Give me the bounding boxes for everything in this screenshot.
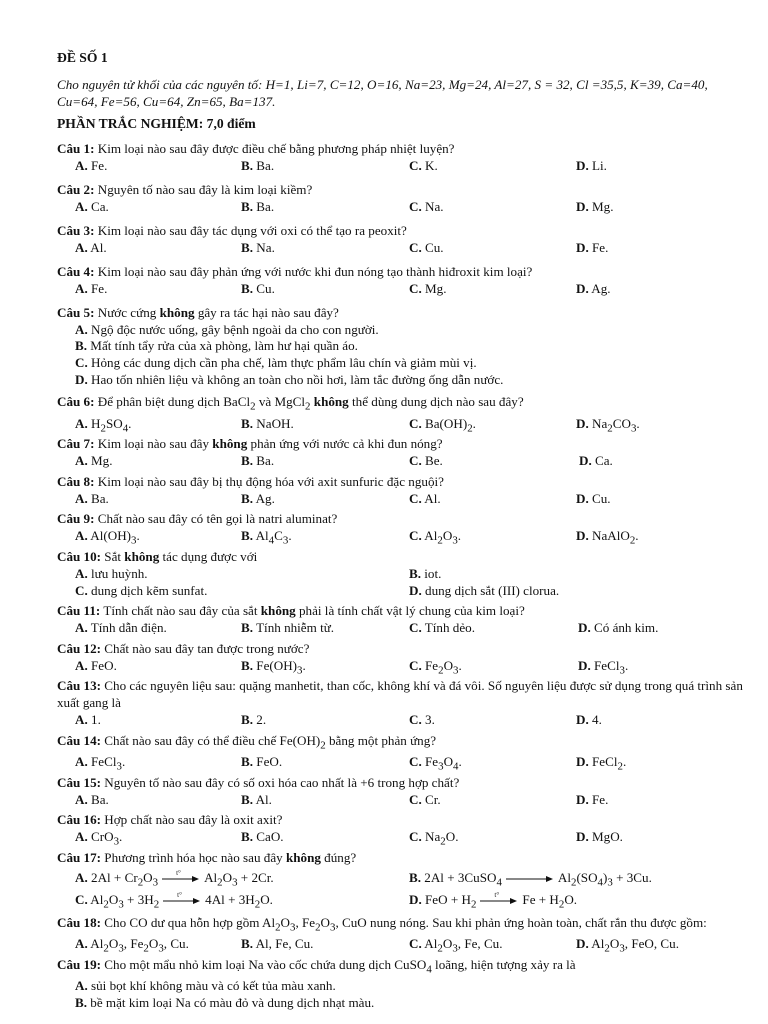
question-number: Câu 9: <box>57 511 95 527</box>
option-b: B. $Fe(OH)_3$. <box>241 657 306 677</box>
question-15: Câu 15: Nguyên tố nào sau đây có số oxi hóa cao nhất là +6 trong hợp chất? A. Ba. B. Al. C. Cr. D. Fe. <box>57 774 609 807</box>
question-number: Câu 2: <box>57 181 95 197</box>
question-number: Câu 16: <box>57 812 102 828</box>
option-a: A. $Al(OH)_3$. <box>75 528 140 547</box>
question-11: Câu 11: Tính chất nào sau đây của sắt không phải là tính chất vật lý chung của kim loại? A. Tính dẫn điện. B. Tính nhiễm từ. C. Tính dẻo. D. Có ánh kim. <box>57 603 659 636</box>
question-1 <box>57 141 747 175</box>
option-b: B. Na. <box>241 239 275 255</box>
question-16: Câu 16: Hợp chất nào sau đây là oxit axit? A. CrO$_3$. B. CaO. C. $Na_2O$. D. MgO. <box>57 812 747 846</box>
question-14: Câu 14: Chất nào sau đây có thể điều chế $Fe(OH)_2$ bằng một phản ứng? A. FeCl$_3$. B. FeO. C. $Fe_3O_4$. D. FeCl$_2$. <box>57 733 747 772</box>
question-7: Câu 7: Kim loại nào sau đây không phản ứng với nước cả khi đun nóng? A. Mg. B. Ba. C. Be. D. Ca. <box>57 436 613 469</box>
question-number: Câu 7: <box>57 436 95 452</box>
question-4 <box>57 264 747 298</box>
option-a: A. Mg. <box>75 453 113 469</box>
option-c: C. $Al_2O_3 + 3H_2$ t° $4Al + 3H_2O$. <box>75 890 273 911</box>
question-5: Câu 5: Nước cứng không gây ra tác hại nào sau đây? A. Ngộ độc nước uống, gây bệnh ngoài da cho con người. B. Mất tính tẩy rửa của xà phòng, làm hư hại quần áo. C. Hỏng các dung dịch cần pha chế, làm thực phẩm lâu chín và giảm mùi vị. D. Hao tốn nhiên liệu và không an toàn cho nồi hơi, làm tắc đường ống dẫn nước. <box>57 305 747 390</box>
question-number: Câu 18: <box>57 914 102 930</box>
question-number: Câu 15: <box>57 774 102 790</box>
question-2 <box>57 182 747 216</box>
option-a: A. Ngộ độc nước uống, gây bệnh ngoài da cho con người. <box>75 321 379 337</box>
option-a: A. $2Al + Cr_2O_3$ t° $Al_2O_3 + 2Cr$. <box>75 868 274 889</box>
option-d: D. Có ánh kim. <box>578 620 659 636</box>
option-c: C. Be. <box>409 453 443 469</box>
option-c: C. Cr. <box>409 791 441 807</box>
option-c: C. Al. <box>409 490 441 506</box>
option-b: B. NaOH. <box>241 415 294 431</box>
option-d: D. FeCl$_3$. <box>578 657 629 677</box>
option-c: C. $Al_2O_3$. <box>409 528 462 547</box>
option-d: D. Cu. <box>576 490 611 506</box>
question-number: Câu 19: <box>57 956 102 972</box>
option-a: A. Al. <box>75 239 107 255</box>
option-c: C. Cu. <box>409 239 444 255</box>
option-b: B. $Al_4C_3$. <box>241 528 292 547</box>
option-b: B. Mất tính tẩy rửa của xà phòng, làm hư hại quần áo. <box>75 338 358 354</box>
question-text: Kim loại nào sau đây phản ứng với nước khi đun nóng tạo thành hiđroxit kim loại? <box>94 263 533 279</box>
reaction-arrow: t° <box>480 896 518 906</box>
option-b: B. CaO. <box>241 829 284 845</box>
option-d: D. Ag. <box>576 280 611 296</box>
question-number: Câu 4: <box>57 263 95 279</box>
option-d: D. FeCl$_2$. <box>576 754 627 773</box>
question-number: Câu 17: <box>57 849 102 865</box>
option-b: B. Al. <box>241 791 272 807</box>
question-number: Câu 14: <box>57 732 102 748</box>
question-12: Câu 12: Chất nào sau đây tan được trong nước? A. FeO. B. $Fe(OH)_3$. C. $Fe_2O_3$. D. FeCl$_3$. <box>57 641 747 675</box>
option-d: D. $Al_2O_3$, FeO, Cu. <box>576 936 679 955</box>
option-d: D. Fe. <box>576 239 609 255</box>
option-a: A. FeCl$_3$. <box>75 754 126 773</box>
option-d: D. MgO. <box>576 829 623 845</box>
option-d: D. Mg. <box>576 198 614 214</box>
question-9: Câu 9: Chất nào sau đây có tên gọi là natri aluminat? A. $Al(OH)_3$. B. $Al_4C_3$. C. $Al_2O_3$. D. NaAlO$_2$. <box>57 511 747 545</box>
option-a: A. 1. <box>75 712 101 728</box>
option-c: C. $Ba(OH)_2$. <box>409 415 476 435</box>
option-d: D. Hao tốn nhiên liệu và không an toàn cho nồi hơi, làm tắc đường ống dẫn nước. <box>75 372 504 388</box>
question-number: Câu 10: <box>57 548 102 564</box>
option-a: A. $H_2SO_4$. <box>75 415 132 435</box>
option-b: B. Tính nhiễm từ. <box>241 620 335 636</box>
option-b: B. 2. <box>241 712 267 728</box>
option-b: B. 2Al + 3CuSO$_4$ $Al_2(SO_4)_3 + 3Cu$. <box>409 869 652 889</box>
option-c: C. $Fe_2O_3$. <box>409 657 462 677</box>
option-d: D. dung dịch sắt (III) clorua. <box>409 582 560 598</box>
question-number: Câu 6: <box>57 394 95 410</box>
option-b: B. FeO. <box>241 754 283 770</box>
reaction-arrow: t° <box>163 896 201 906</box>
option-a: A. sủi bọt khí không màu và có kết tủa màu xanh. <box>75 978 336 994</box>
option-a: A. Ba. <box>75 791 109 807</box>
question-list <box>57 141 747 1016</box>
question-text: Nguyên tố nào sau đây là kim loại kiềm? <box>94 181 313 197</box>
option-d: D. $Na_2CO_3$. <box>576 415 640 435</box>
option-d: D. NaAlO$_2$. <box>576 528 639 547</box>
option-c: C. $Na_2O$. <box>409 829 459 848</box>
option-a: A. Fe. <box>75 157 108 173</box>
option-c: C. $Fe_3O_4$. <box>409 754 462 773</box>
question-number: Câu 5: <box>57 304 95 320</box>
question-text: Kim loại nào sau đây tác dụng với oxi có thể tạo ra peoxit? <box>94 222 407 238</box>
option-a: A. CrO$_3$. <box>75 829 123 848</box>
option-c: C. K. <box>409 157 438 173</box>
option-a: A. lưu huỳnh. <box>75 565 148 581</box>
option-a: A. Fe. <box>75 280 108 296</box>
question-10: Câu 10: Sắt không tác dụng được với A. lưu huỳnh. B. iot. C. dung dịch kẽm sunfat. D. dung dịch sắt (III) clorua. <box>57 548 560 598</box>
option-b: B. bề mặt kim loại Na có màu đỏ và dung dịch nhạt màu. <box>75 995 375 1011</box>
reaction-arrow: t° <box>162 874 200 884</box>
atomic-mass-note: Cho nguyên tử khối của các nguyên tố: H=1, Li=7, C=12, O=16, Na=23, Mg=24, Al=27, S = 32, Cl =35,5, K=39, Ca=40, Cu=64, Fe=56, Cu=64, Zn=65, Ba=137. <box>57 77 708 109</box>
option-b: B. Ba. <box>241 198 275 214</box>
option-b: B. iot. <box>409 565 442 581</box>
option-c: C. dung dịch kẽm sunfat. <box>75 582 208 598</box>
option-a: A. $Al_2O_3$, $Fe_2O_3$, Cu. <box>75 936 189 955</box>
option-d: D. Fe. <box>576 791 609 807</box>
option-d: D. Li. <box>576 157 607 173</box>
option-c: C. 3. <box>409 712 435 728</box>
option-b: B. Ba. <box>241 157 275 173</box>
question-number: Câu 12: <box>57 640 102 656</box>
option-c: C. Tính dẻo. <box>409 620 475 636</box>
option-c: C. Mg. <box>409 280 447 296</box>
option-b: B. Ag. <box>241 490 275 506</box>
question-18: Câu 18: Cho CO dư qua hỗn hợp gồm $Al_2O_3$, $Fe_2O_3$, CuO nung nóng. Sau khi phản ứng hoàn toàn, chất rắn thu được gồm: A. $Al_2O_3$, $Fe_2O_3$, Cu. B. Al, Fe, Cu. C. $Al_2O_3$, Fe, Cu. D. $Al_2O_3$, FeO, Cu. <box>57 915 747 954</box>
option-d: D. Ca. <box>579 453 613 469</box>
question-number: Câu 8: <box>57 473 95 489</box>
option-d: D. 4. <box>576 712 602 728</box>
option-c: C. Na. <box>409 198 444 214</box>
question-number: Câu 13: <box>57 678 102 694</box>
question-19: Câu 19: Cho một mẩu nhỏ kim loại Na vào cốc chứa dung dịch CuSO$_4$ loãng, hiện tượng xảy ra là A. sủi bọt khí không màu và có kết tủa màu xanh. B. bề mặt kim loại Na có màu đỏ và dung dịch nhạt màu. <box>57 957 747 1012</box>
option-b: B. Ba. <box>241 453 275 469</box>
exam-title: ĐỀ SỐ 1 <box>57 50 108 65</box>
question-number: Câu 3: <box>57 222 95 238</box>
question-13: Câu 13: Cho các nguyên liệu sau: quặng manhetit, than cốc, không khí và đá vôi. Số nguyên liệu được sử dụng trong quá trình sản xuất gang là A. 1. B. 2. C. 3. D. 4. <box>57 678 743 728</box>
option-a: A. Ba. <box>75 490 109 506</box>
question-number: Câu 1: <box>57 141 95 156</box>
question-17: Câu 17: Phương trình hóa học nào sau đây không đúng? A. $2Al + Cr_2O_3$ t° $Al_2O_3 + 2Cr$. B. 2Al + 3CuSO$_4$ $Al_2(SO_4)_3 + 3Cu$. C. $Al_2O_3 + 3H_2$ t° $4Al + 3H_2O$. D. FeO + $H_2$ t° $Fe + H_2O$. <box>57 850 747 911</box>
section-heading: PHẦN TRẮC NGHIỆM: 7,0 điểm <box>57 116 256 131</box>
option-a: A. FeO. <box>75 657 117 673</box>
question-3 <box>57 223 747 257</box>
option-a: A. Ca. <box>75 198 109 214</box>
option-c: C. $Al_2O_3$, Fe, Cu. <box>409 936 503 955</box>
option-a: A. Tính dẫn điện. <box>75 620 167 636</box>
question-8: Câu 8: Kim loại nào sau đây bị thụ động hóa với axit sunfuric đặc nguội? A. Ba. B. Ag. C. Al. D. Cu. <box>57 473 611 506</box>
reaction-arrow <box>506 874 554 884</box>
option-b: B. Al, Fe, Cu. <box>241 936 314 952</box>
question-text: Kim loại nào sau đây được điều chế bằng phương pháp nhiệt luyện? <box>94 141 455 156</box>
question-6: Câu 6: Để phân biệt dung dịch BaCl$_2$ và MgCl$_2$ không thể dùng dung dịch nào sau đây? A. $H_2SO_4$. B. NaOH. C. $Ba(OH)_2$. D. $Na_2CO_3$. <box>57 394 747 433</box>
question-number: Câu 11: <box>57 603 101 619</box>
option-d: D. FeO + $H_2$ t° $Fe + H_2O$. <box>409 890 578 911</box>
option-b: B. Cu. <box>241 280 275 296</box>
option-c: C. Hỏng các dung dịch cần pha chế, làm thực phẩm lâu chín và giảm mùi vị. <box>75 355 477 371</box>
